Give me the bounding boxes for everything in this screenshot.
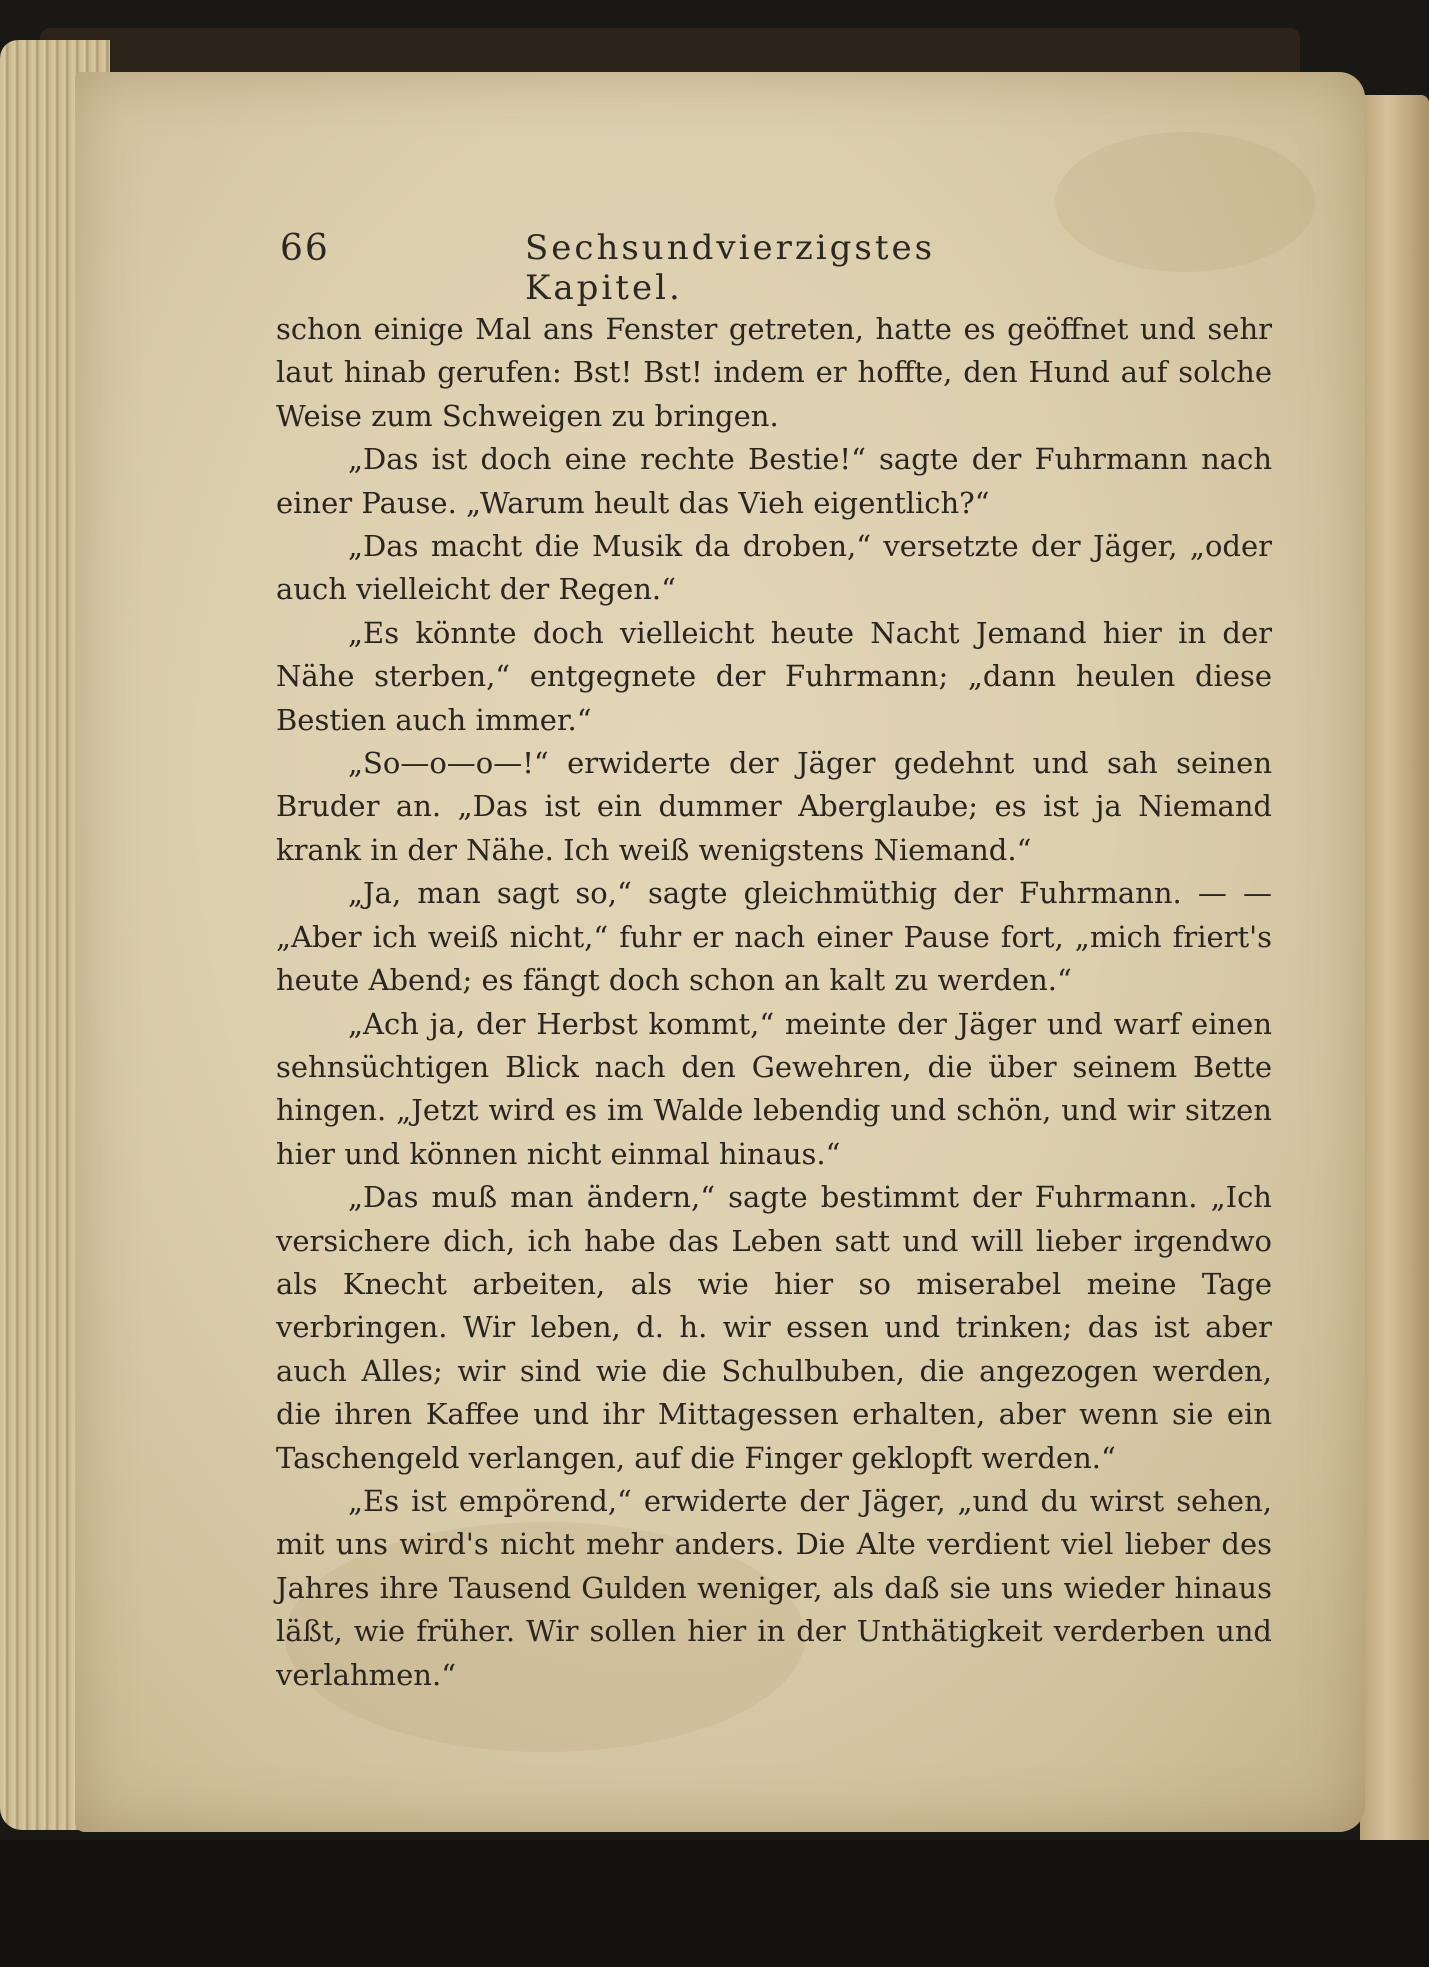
running-title: Sechsundvierzigstes Kapitel. [525,228,936,308]
page-number: 66 [280,228,330,269]
paragraph: „Es ist empörend,“ erwiderte der Jäger, „und du wirst sehen, mit uns wird's nicht mehr anders. Die Alte verdient viel lieber des Jahres ihre Tausend Gulden weniger, als daß sie uns wieder hinaus läßt, wie früher. Wir sollen hier in der Unthätigkeit verderben und verlahmen.“ [276,1483,1272,1692]
paragraph: „Es könnte doch vielleicht heute Nacht Jemand hier in der Nähe sterben,“ entgegnete der Fuhrmann; „dann heulen diese Bestien auch immer.“ [276,615,1272,737]
paragraph: schon einige Mal ans Fenster getreten, hatte es geöffnet und sehr laut hinab gerufen: Bst! Bst! indem er hoffte, den Hund auf solche Weise zum Schweigen zu bringen. [276,312,1272,433]
scan-background [0,1840,1429,1967]
paragraph: „Das ist doch eine rechte Bestie!“ sagte der Fuhrmann nach einer Pause. „Warum heult das Vieh eigentlich?“ [276,442,1272,520]
paragraph: „Ach ja, der Herbst kommt,“ meinte der Jäger und warf einen sehnsüchtigen Blick nach den Gewehren, die über seinem Bette hingen. „Jetzt wird es im Walde lebendig und schön, und wir sitzen hier und können nicht einmal hinaus.“ [276,1006,1272,1171]
body-text [276,308,1272,1697]
page-header [280,228,1050,308]
page-edges-right [1360,95,1429,1855]
paper-stain [1055,132,1315,272]
paragraph: „Ja, man sagt so,“ sagte gleichmüthig der Fuhrmann. — — „Aber ich weiß nicht,“ fuhr er nach einer Pause fort, „mich friert's heute Abend; es fängt doch schon an kalt zu werden.“ [276,876,1272,998]
paragraph: „Das muß man ändern,“ sagte bestimmt der Fuhrmann. „Ich versichere dich, ich habe das Leben satt und will lieber irgendwo als Knecht arbeiten, als wie hier so miserabel meine Tage verbringen. Wir leben, d. h. wir essen und trinken; das ist aber auch Alles; wir sind wie die Schulbuben, die angezogen werden, die ihren Kaffee und ihr Mittagessen erhalten, aber wenn sie ein Taschengeld verlangen, auf die Finger geklopft werden.“ [276,1180,1272,1475]
paragraph: „So—o—o—!“ erwiderte der Jäger gedehnt und sah seinen Bruder an. „Das ist ein dummer Aberglaube; es ist ja Niemand krank in der Nähe. Ich weiß wenigstens Niemand.“ [276,746,1272,867]
paragraph: „Das macht die Musik da droben,“ versetzte der Jäger, „oder auch vielleicht der Regen.“ [276,529,1272,607]
